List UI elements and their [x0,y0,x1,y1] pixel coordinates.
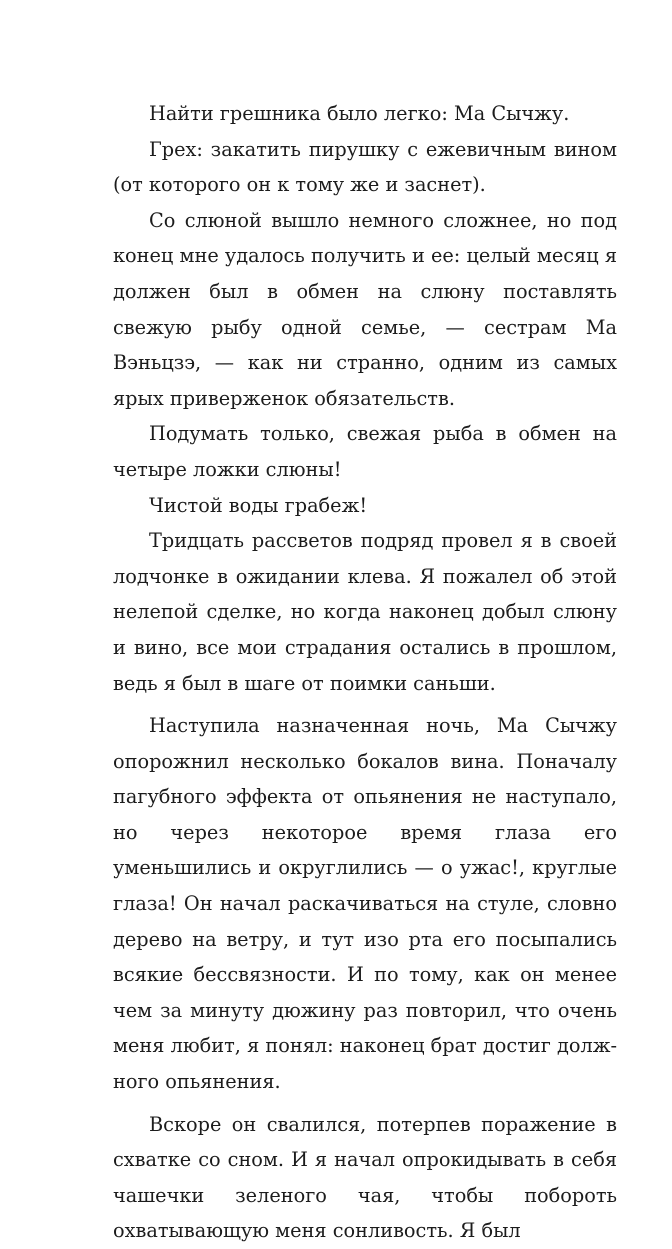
paragraph-5: Чистой воды грабеж! [149,493,368,517]
paragraph-8: Вскоре он свалился, потерпев поражение в схватке со сном. И я начал опрокидывать в себя чашечки зеленого чая, чтобы побороть охватывающую меня сонливость. Я был [113,1112,617,1243]
paragraph-1: Найти грешника было легко: Ма Сычжу. [149,102,570,125]
paragraph-4: Подумать только, свежая рыба в обмен на четыре ложки слюны! [113,422,617,481]
paragraph-7: Наступила назначенная ночь, Ма Сычжу опорожнил несколько бокалов вина. Поначалу пагубного эффекта от опьянения не наступало, но через некоторое время глаза его уменьшились и округлились — о ужас!, круглые глаза! Он начал раскачиваться на стуле, словно дерево на ветру, и тут изо рта его посыпались всякие бессвязности. И по тому, как он менее чем за минуту дюжину раз повторил, что очень меня любит, я понял: наконец брат достиг должного опьянения. [113,714,617,1094]
paragraph-6: Тридцать рассветов подряд провел я в своей лодчонке в ожидании клева. Я пожалел об этой нелепой сделке, но когда наконец добыл слюну и вино, все мои страдания остались в прошлом, ведь я был в шаге от поимки саньши. [113,529,617,695]
body-text [113,96,617,1249]
paragraph-3: Со слюной вышло немного сложнее, но под конец мне удалось получить и ее: целый месяц я должен был в обмен на слюну поставлять свежую рыбу одной семье, — сестрам Ма Вэньцзэ, — как ни странно, одним из самых ярых приверженок обязательств. [113,208,617,410]
paragraph-2: Грех: закатить пирушку с ежевичным вином (от которого он к тому же и заснет). [113,137,617,197]
